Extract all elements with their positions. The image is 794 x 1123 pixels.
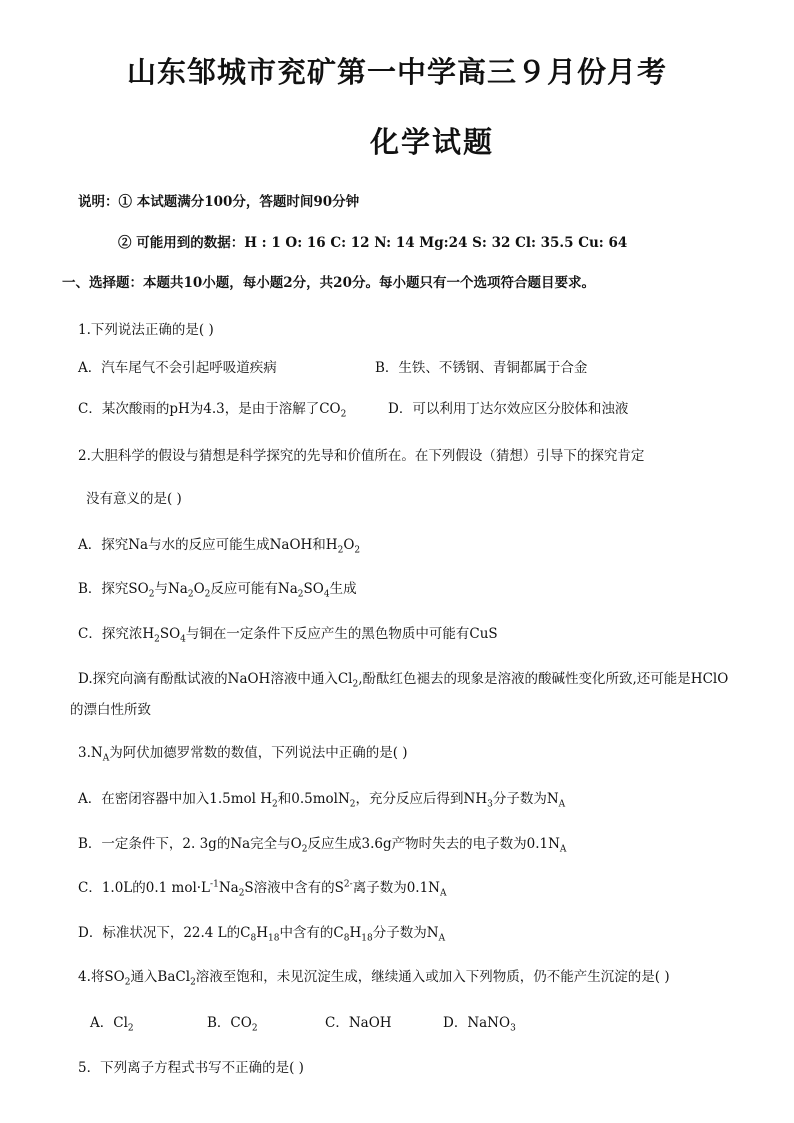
question-2-stem-line-2: 没有意义的是( ) — [86, 491, 182, 507]
question-3-option-b: B．一定条件下，2. 3g的Na完全与$O_2$反应生成3.6g产物时失去的电子数为$0.1N_A$ — [78, 836, 567, 855]
question-2-stem-line-1: 2.大胆科学的假设与猜想是科学探究的先导和价值所在。在下列假设（猜想）引导下的探究肯定 — [78, 448, 645, 464]
question-1-option-d: D．可以利用丁达尔效应区分胶体和浊液 — [388, 401, 629, 417]
question-2-option-d: D.探究向滴有酚酞试液的NaOH溶液中通入$Cl_2$,酚酞红色褪去的现象是溶液的酸碱性变化所致,还可能是HClO — [78, 671, 729, 690]
exam-title: 山东邹城市兖矿第一中学高三９月份月考 — [126, 55, 667, 89]
instructions-note-1: 说明：① 本试题满分100分，答题时间90分钟 — [78, 194, 360, 210]
exam-subtitle: 化学试题 — [370, 125, 495, 159]
question-4-option-d: D．NaNO$_3$ — [443, 1015, 516, 1034]
question-3-option-d: D．标准状况下，22.4 L的$C_8H_{18}$中含有的$C_8H_{18}$分子数为$N_A$ — [78, 925, 446, 944]
question-1-stem: 1.下列说法正确的是( ) — [78, 322, 214, 338]
question-4-option-b: B．$CO_2$ — [207, 1015, 258, 1034]
question-4-option-a: A．$Cl_2$ — [90, 1015, 134, 1034]
question-2-option-b: B．探究$SO_2$与$Na_2O_2$反应可能有$Na_2SO_4$生成 — [78, 581, 357, 600]
question-5-stem: 5．下列离子方程式书写不正确的是( ) — [78, 1060, 304, 1076]
question-1-option-c: C．某次酸雨的pH为4.3，是由于溶解了$CO_2$ — [78, 401, 347, 420]
question-1-option-b: B．生铁、不锈钢、青铜都属于合金 — [375, 360, 588, 376]
question-1-option-a: A．汽车尾气不会引起呼吸道疾病 — [78, 360, 277, 376]
question-2-option-a: A．探究Na与水的反应可能生成NaOH和$H_2O_2$ — [78, 537, 361, 556]
question-4-option-c: C．NaOH — [325, 1015, 392, 1031]
question-3-option-a: A．在密闭容器中加入1.5mol $H_2$和0.5molN$_2$，充分反应后得到$NH_3$分子数为$N_A$ — [78, 791, 566, 810]
question-2-option-d-line-2: 的漂白性所致 — [70, 702, 151, 718]
instructions-note-2: ② 可能用到的数据：H : 1 O: 16 C: 12 N: 14 Mg:24 S: 32 Cl: 35.5 Cu: 64 — [118, 235, 628, 251]
question-3-option-c: C．1.0L的0.1 $mol\cdot L^{-1}Na_2S$溶液中含有的$S^{2-}$离子数为$0.1N_A$ — [78, 879, 447, 899]
question-3-stem: $3.N_A$为阿伏加德罗常数的数值，下列说法中正确的是( ) — [78, 745, 408, 764]
question-2-option-c: C．探究浓$H_2SO_4$与铜在一定条件下反应产生的黑色物质中可能有CuS — [78, 626, 498, 645]
question-4-stem: 4.将$SO_2$通入BaCl$_2$溶液至饱和，未见沉淀生成，继续通入或加入下列物质，仍不能产生沉淀的是( ) — [78, 969, 670, 988]
section-heading-choice: 一、选择题：本题共10小题，每小题2分，共20分。每小题只有一个选项符合题目要求。 — [62, 275, 595, 291]
